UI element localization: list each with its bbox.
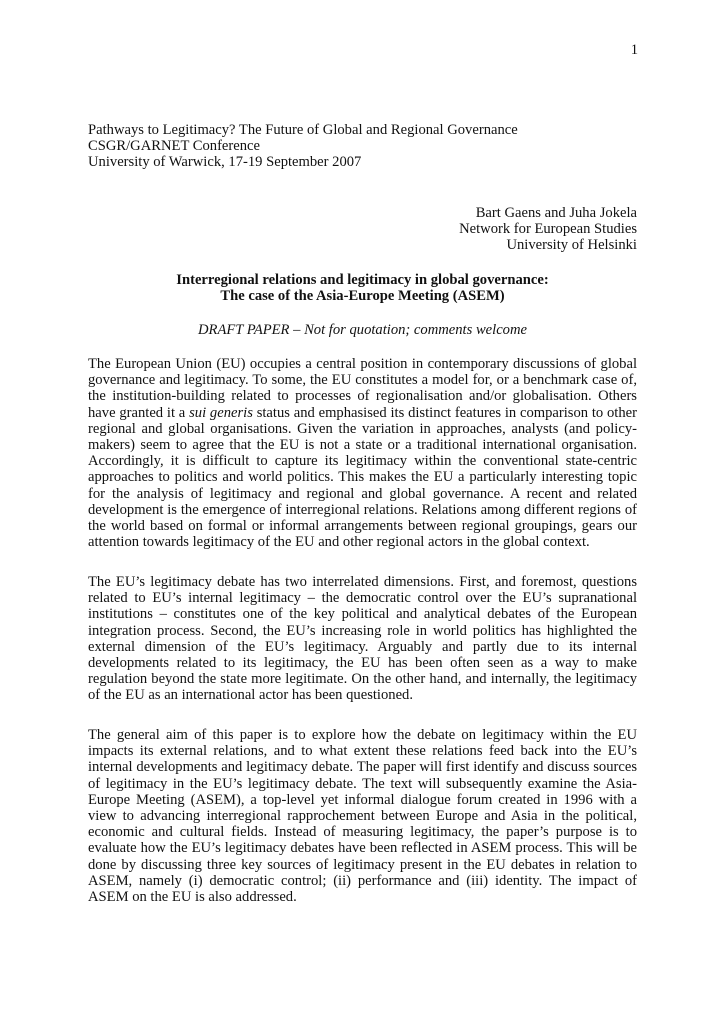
author-block	[380, 205, 637, 254]
body-paragraph-3: The general aim of this paper is to explore how the debate on legitimacy within the EU impacts its external relations, and to what extent these relations feed back into the EU’s internal developments and legitimacy debate. The paper will first identify and discuss sources of legitimacy in the EU’s legitimacy debate. The text will subsequently examine the Asia-Europe Meeting (ASEM), a top-level yet informal dialogue forum created in 1996 with a view to advancing interregional rapprochement between Europe and Asia in the political, economic and cultural fields. Instead of measuring legitimacy, the paper’s purpose is to evaluate how the EU’s legitimacy debates have been reflected in ASEM process. This will be done by discussing three key sources of legitimacy present in the EU debates in relation to ASEM, namely (i) democratic control; (ii) performance and (iii) identity. The impact of ASEM on the EU is also addressed.	[88, 727, 637, 906]
conference-name: CSGR/GARNET Conference	[88, 138, 260, 155]
paper-title-line2: The case of the Asia-Europe Meeting (ASEM)	[220, 288, 505, 305]
conference-title: Pathways to Legitimacy? The Future of Global and Regional Governance	[88, 122, 518, 138]
page-number: 1	[630, 42, 638, 58]
conference-venue-date: University of Warwick, 17-19 September 2007	[88, 154, 362, 171]
body-paragraph-1	[88, 356, 637, 550]
author-university: University of Helsinki	[506, 237, 637, 254]
body-paragraph-2: The EU’s legitimacy debate has two interrelated dimensions. First, and foremost, questions related to EU’s internal legitimacy – the democratic control over the EU’s supranational institutions – constitutes one of the key political and analytical debates of the European integration process. Second, the EU’s increasing role in world politics has highlighted the external dimension of the EU’s legitimacy. Arguably and partly due to its internal developments related to its legitimacy, the EU has been often seen as a way to make regulation beyond the state more legitimate. On the other hand, and internally, the legitimacy of the EU as an international actor has been questioned.	[88, 574, 637, 704]
paper-title-line1: Interregional relations and legitimacy in global governance:	[176, 272, 549, 288]
draft-note: DRAFT PAPER – Not for quotation; comments welcome	[198, 322, 527, 338]
paper-title	[88, 272, 637, 304]
conference-info	[88, 122, 518, 171]
paragraph-1-italic: sui generis	[189, 404, 253, 421]
author-network: Network for European Studies	[459, 221, 637, 238]
author-names: Bart Gaens and Juha Jokela	[475, 205, 637, 221]
paragraph-1-text-b: status and emphasised its distinct features in comparison to other regional and global organisations. Given the variation in approaches, analysts (and policy-makers) seem to agree that the EU is not a state or a traditional international organisation. Accordingly, it is difficult to capture its legitimacy within the conventional state-centric approaches to politics and world politics. This makes the EU a particularly interesting topic for the analysis of legitimacy and regional and global governance. A recent and related development is the emergence of interregional relations. Relations among different regions of the world based on formal or informal arrangements between regional groupings, gears our attention towards legitimacy of the EU and other regional actors in the global context.	[88, 404, 637, 551]
paragraph-1-text-a: The European Union (EU) occupies a central position in contemporary discussions of global governance and legitimacy. To some, the EU constitutes a model for, or a benchmark case of, the institution-building related to processes of regionalisation and/or globalisation. Others have granted it a	[88, 356, 637, 421]
